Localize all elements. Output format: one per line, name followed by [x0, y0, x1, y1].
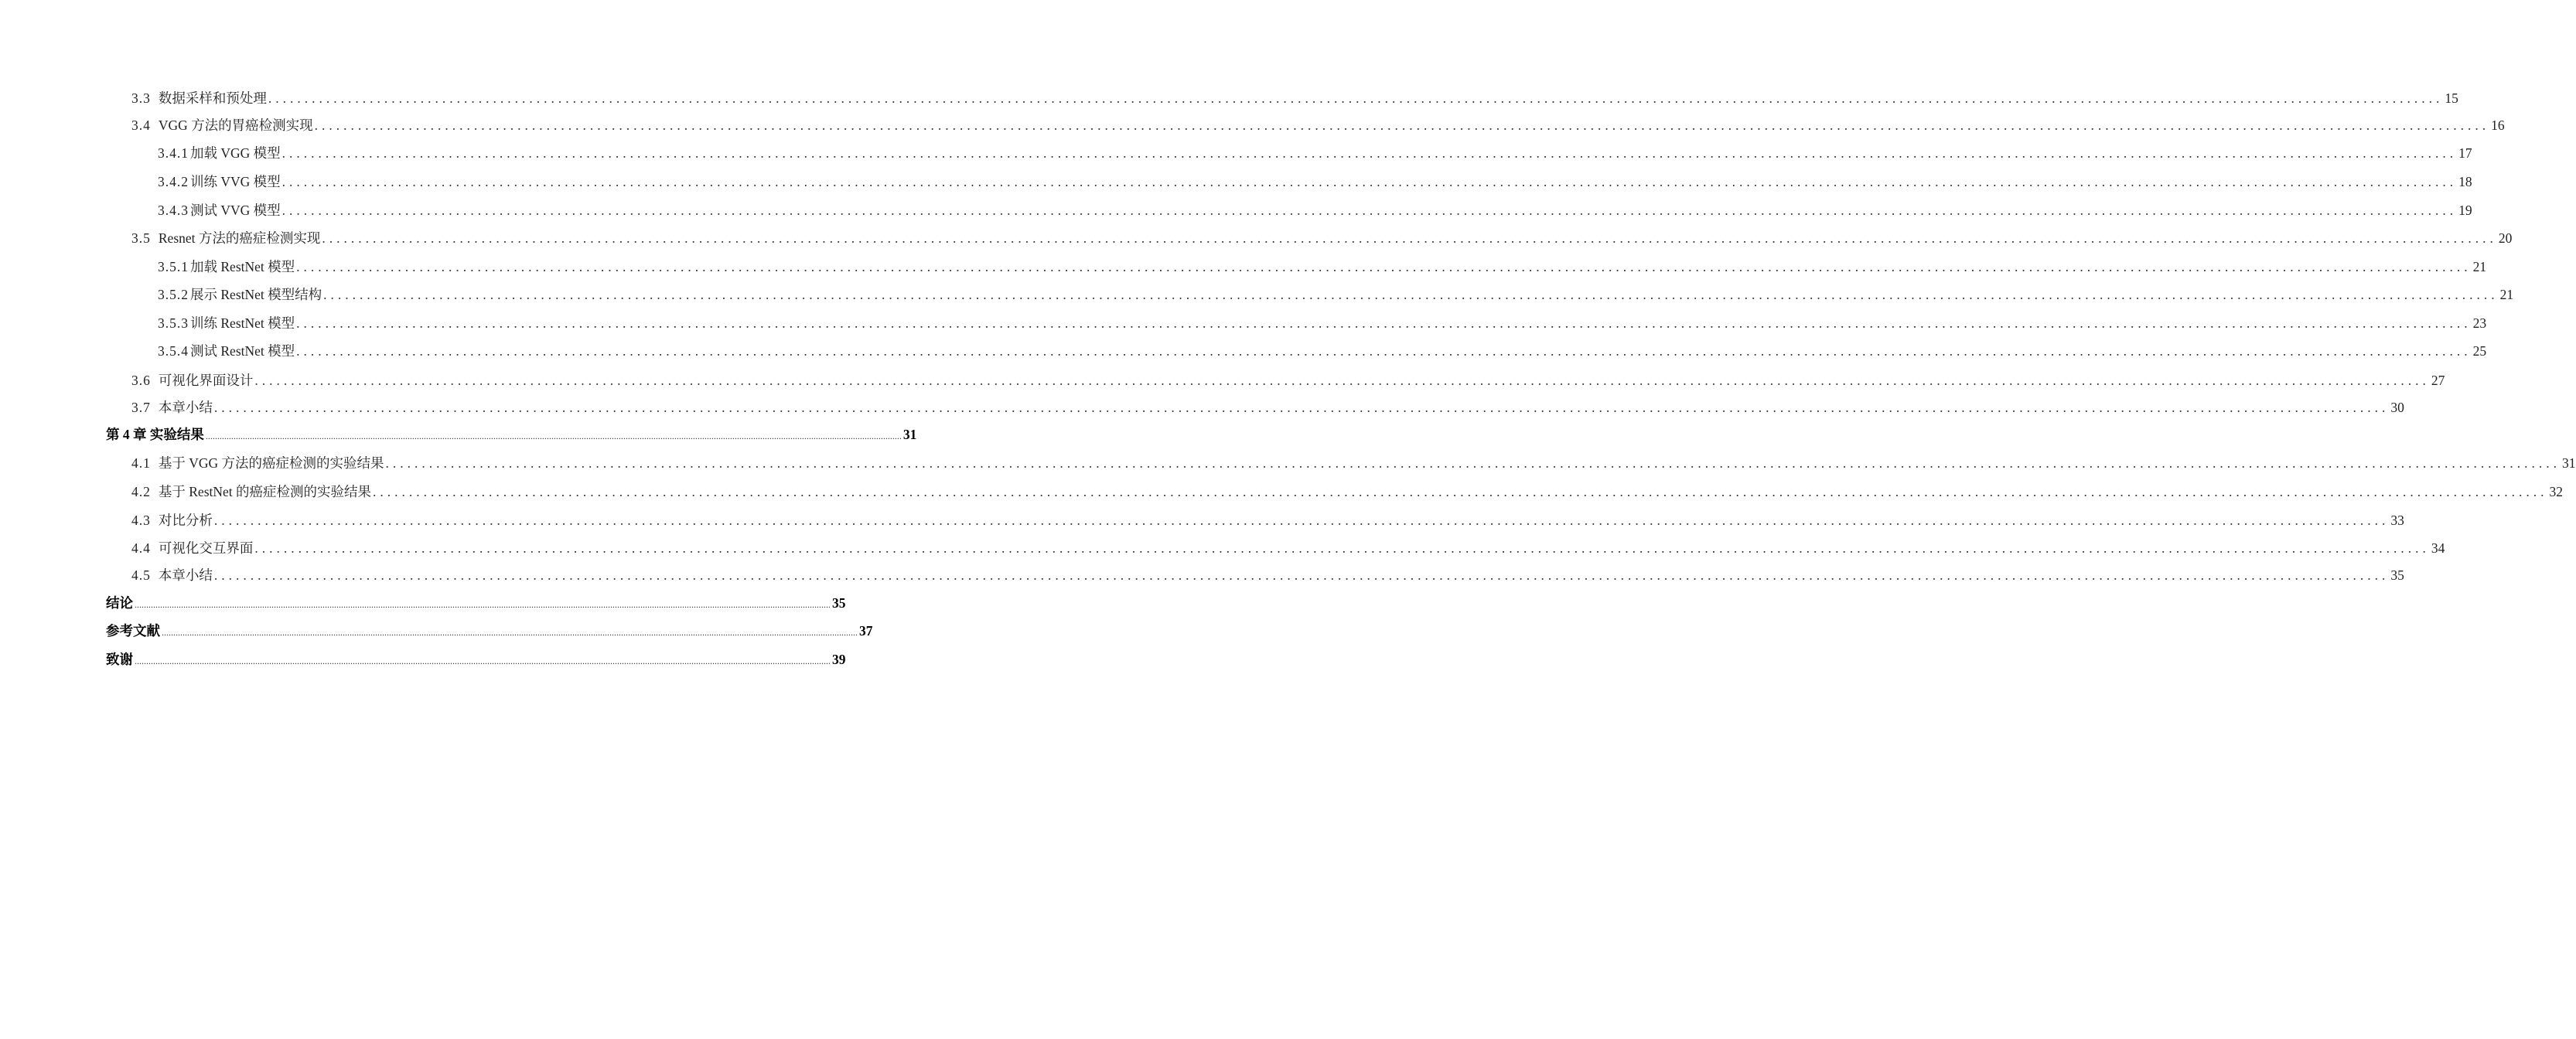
toc-entry[interactable] — [106, 594, 846, 612]
toc-entry[interactable] — [106, 425, 917, 444]
toc-entry-title: 数据采样和预处理 — [158, 90, 267, 106]
dot-leader: ............................................................................................................................................................................................................................................................................................................ — [281, 174, 2458, 189]
toc-entry-page: 25 — [2472, 343, 2487, 359]
toc-entry-page: 31 — [902, 427, 917, 442]
toc-entry-title: 致谢 — [106, 652, 133, 667]
toc-entry-title: 结论 — [106, 595, 133, 611]
toc-entry-number: 3.5.4 — [158, 343, 189, 359]
toc-entry-number: 3.4 — [131, 118, 151, 133]
toc-entry[interactable] — [158, 257, 2487, 276]
dot-leader: ............................................................................................................................................................................................................................................................................................................ — [254, 373, 2430, 388]
toc-entry-title: 本章小结 — [158, 567, 213, 583]
dot-leader: ............................................................................................................................................................................................................................................................................................................ — [323, 287, 2499, 302]
toc-entry[interactable] — [158, 144, 2472, 162]
toc-entry-page: 33 — [2390, 513, 2404, 528]
toc-entry[interactable] — [131, 371, 2445, 390]
dot-leader: ............................................................................................................................................................................................................................................................................................................ — [205, 431, 902, 441]
toc-entry-page: 27 — [2431, 373, 2445, 388]
toc-entry-number: 3.7 — [131, 400, 151, 415]
dot-leader: ............................................................................................................................................................................................................................................................................................................ — [296, 259, 2472, 274]
toc-entry-page: 15 — [2445, 90, 2458, 106]
toc-entry-number: 4.4 — [131, 540, 151, 556]
dot-leader: ............................................................................................................................................................................................................................................................................................................ — [135, 599, 831, 610]
dot-leader: ............................................................................................................................................................................................................................................................................................................ — [162, 627, 858, 638]
toc-entry-page: 34 — [2431, 540, 2445, 556]
toc-entry-title: 参考文献 — [106, 623, 160, 639]
toc-entry[interactable] — [131, 482, 2564, 501]
toc-entry-page: 32 — [2549, 484, 2564, 499]
toc-entry-title: 加载 VGG 模型 — [190, 145, 281, 161]
toc-entry-number: 3.6 — [131, 373, 151, 388]
toc-entry-number: 3.4.1 — [158, 145, 189, 161]
toc-entry-page: 16 — [2491, 118, 2505, 133]
toc-entry[interactable] — [131, 116, 2505, 135]
toc-entry-title: 训练 RestNet 模型 — [190, 315, 295, 331]
toc-entry-title: 可视化界面设计 — [158, 373, 254, 388]
toc-entry-page: 30 — [2390, 400, 2404, 415]
toc-entry-title: 加载 RestNet 模型 — [190, 259, 295, 274]
toc-entry-number: 4.5 — [131, 567, 151, 583]
dot-leader: ............................................................................................................................................................................................................................................................................................................ — [296, 343, 2472, 359]
toc-entry-page: 17 — [2458, 145, 2472, 161]
toc-entry[interactable] — [106, 622, 873, 640]
toc-entry-number: 3.4.2 — [158, 174, 189, 189]
toc-entry-page: 39 — [832, 652, 846, 667]
toc-entry[interactable] — [131, 89, 2458, 107]
toc-entry-page: 23 — [2472, 315, 2487, 331]
dot-leader: ............................................................................................................................................................................................................................................................................................................ — [213, 513, 2390, 528]
toc-entry-title: 本章小结 — [158, 400, 213, 415]
dot-leader: ............................................................................................................................................................................................................................................................................................................ — [281, 203, 2458, 218]
toc-entry-number: 3.5.1 — [158, 259, 189, 274]
toc-entry-title: 第 4 章 实验结果 — [106, 427, 204, 442]
dot-leader: ............................................................................................................................................................................................................................................................................................................ — [385, 455, 2561, 471]
toc-entry-page: 20 — [2498, 230, 2513, 246]
toc-entry-number: 4.2 — [131, 484, 151, 499]
toc-entry[interactable] — [131, 511, 2404, 530]
toc-entry-title: 可视化交互界面 — [158, 540, 254, 556]
toc-entry-number: 4.3 — [131, 513, 151, 528]
toc-entry-title: Resnet 方法的癌症检测实现 — [158, 230, 321, 246]
toc-entry-page: 19 — [2458, 203, 2472, 218]
toc-entry-page: 31 — [2562, 455, 2576, 471]
toc-entry-title: 测试 RestNet 模型 — [190, 343, 295, 359]
toc-entry[interactable] — [158, 172, 2472, 191]
toc-entry-title: 训练 VVG 模型 — [190, 174, 281, 189]
toc-entry[interactable] — [158, 285, 2514, 304]
toc-entry[interactable] — [131, 539, 2445, 557]
toc-entry-title: VGG 方法的胃癌检测实现 — [158, 118, 313, 133]
dot-leader: ............................................................................................................................................................................................................................................................................................................ — [213, 400, 2390, 415]
toc-entry-title: 测试 VVG 模型 — [190, 203, 281, 218]
toc-entry[interactable] — [131, 229, 2513, 247]
toc-entry-title: 基于 VGG 方法的癌症检测的实验结果 — [158, 455, 384, 471]
dot-leader: ............................................................................................................................................................................................................................................................................................................ — [296, 315, 2472, 331]
toc-entry-page: 21 — [2472, 259, 2487, 274]
toc-entry[interactable] — [131, 398, 2404, 417]
dot-leader: ............................................................................................................................................................................................................................................................................................................ — [213, 567, 2390, 583]
toc-entry-page: 37 — [859, 623, 873, 639]
toc-entry-number: 3.5 — [131, 230, 151, 246]
toc-entry-page: 35 — [2390, 567, 2404, 583]
toc-entry-page: 21 — [2499, 287, 2514, 302]
dot-leader: ............................................................................................................................................................................................................................................................................................................ — [254, 540, 2430, 556]
toc-entry[interactable] — [131, 454, 2576, 472]
toc-entry-title: 展示 RestNet 模型结构 — [190, 287, 322, 302]
dot-leader: ............................................................................................................................................................................................................................................................................................................ — [373, 484, 2548, 499]
dot-leader: ............................................................................................................................................................................................................................................................................................................ — [135, 656, 831, 666]
toc-entry[interactable] — [131, 566, 2404, 584]
toc-entry[interactable] — [158, 342, 2487, 360]
toc-entry-number: 3.3 — [131, 90, 151, 106]
toc-entry-title: 基于 RestNet 的癌症检测的实验结果 — [158, 484, 372, 499]
dot-leader: ............................................................................................................................................................................................................................................................................................................ — [314, 118, 2490, 133]
dot-leader: ............................................................................................................................................................................................................................................................................................................ — [268, 90, 2444, 106]
dot-leader: ............................................................................................................................................................................................................................................................................................................ — [281, 145, 2458, 161]
toc-entry-number: 3.5.2 — [158, 287, 189, 302]
toc-entry-number: 3.5.3 — [158, 315, 189, 331]
toc-entry[interactable] — [106, 650, 846, 669]
toc-entry-page: 18 — [2458, 174, 2472, 189]
toc-entry-page: 35 — [832, 595, 846, 611]
dot-leader: ............................................................................................................................................................................................................................................................................................................ — [322, 230, 2497, 246]
toc-entry-title: 对比分析 — [158, 513, 213, 528]
toc-entry-number: 4.1 — [131, 455, 151, 471]
toc-entry[interactable] — [158, 201, 2472, 220]
toc-entry[interactable] — [158, 314, 2487, 332]
toc-entry-number: 3.4.3 — [158, 203, 189, 218]
